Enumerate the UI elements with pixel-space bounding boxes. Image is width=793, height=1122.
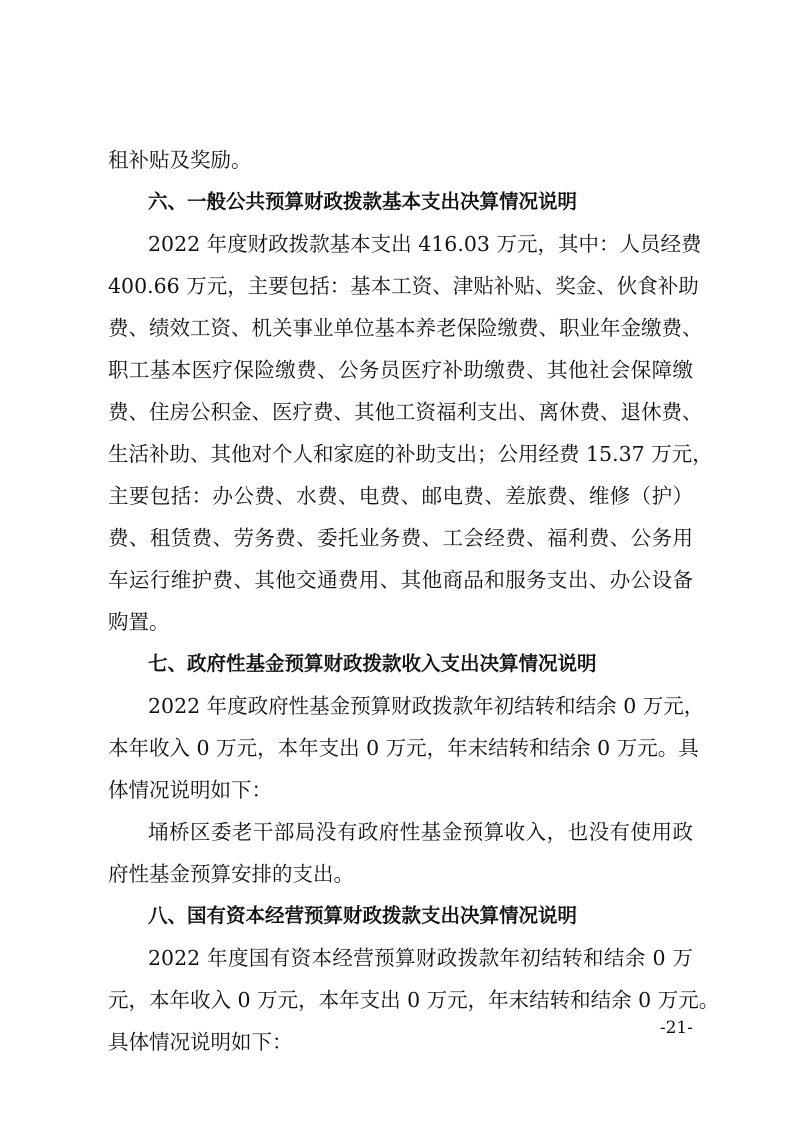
paragraph-line: 主要包括：办公费、水费、电费、邮电费、差旅费、维修（护） bbox=[108, 484, 693, 508]
paragraph-line: 400.66 万元，主要包括：基本工资、津贴补贴、奖金、伙食补助 bbox=[108, 274, 699, 298]
section-heading-6: 六、一般公共预算财政拨款基本支出决算情况说明 bbox=[148, 190, 578, 213]
paragraph-line: 车运行维护费、其他交通费用、其他商品和服务支出、办公设备 bbox=[108, 568, 693, 592]
paragraph-line: 体情况说明如下： bbox=[108, 778, 272, 802]
paragraph-line: 元，本年收入 0 万元，本年支出 0 万元，年末结转和结余 0 万元。 bbox=[108, 988, 720, 1012]
paragraph-line: 具体情况说明如下： bbox=[108, 1030, 293, 1054]
paragraph-line: 埇桥区委老干部局没有政府性基金预算收入，也没有使用政 bbox=[148, 820, 693, 844]
paragraph-line: 费、租赁费、劳务费、委托业务费、工会经费、福利费、公务用 bbox=[108, 526, 693, 550]
paragraph-line: 2022 年度国有资本经营预算财政拨款年初结转和结余 0 万 bbox=[148, 946, 693, 970]
paragraph-line: 生活补助、其他对个人和家庭的补助支出；公用经费 15.37 万元， bbox=[108, 442, 713, 466]
paragraph-line: 职工基本医疗保险缴费、公务员医疗补助缴费、其他社会保障缴 bbox=[108, 358, 693, 382]
paragraph-line: 费、绩效工资、机关事业单位基本养老保险缴费、职业年金缴费、 bbox=[108, 316, 703, 340]
paragraph-line: 2022 年度财政拨款基本支出 416.03 万元，其中：人员经费 bbox=[148, 232, 702, 256]
paragraph-line: 购置。 bbox=[108, 610, 170, 634]
section-heading-8: 八、国有资本经营预算财政拨款支出决算情况说明 bbox=[148, 904, 578, 927]
paragraph-line: 2022 年度政府性基金预算财政拨款年初结转和结余 0 万元， bbox=[148, 694, 705, 718]
section-heading-7: 七、政府性基金预算财政拨款收入支出决算情况说明 bbox=[148, 652, 597, 675]
paragraph-line: 本年收入 0 万元，本年支出 0 万元，年末结转和结余 0 万元。具 bbox=[108, 736, 699, 760]
paragraph-line: 府性基金预算安排的支出。 bbox=[108, 862, 354, 886]
paragraph-line: 租补贴及奖励。 bbox=[108, 148, 252, 172]
page-number: -21- bbox=[659, 1018, 693, 1038]
paragraph-line: 费、住房公积金、医疗费、其他工资福利支出、离休费、退休费、 bbox=[108, 400, 703, 424]
